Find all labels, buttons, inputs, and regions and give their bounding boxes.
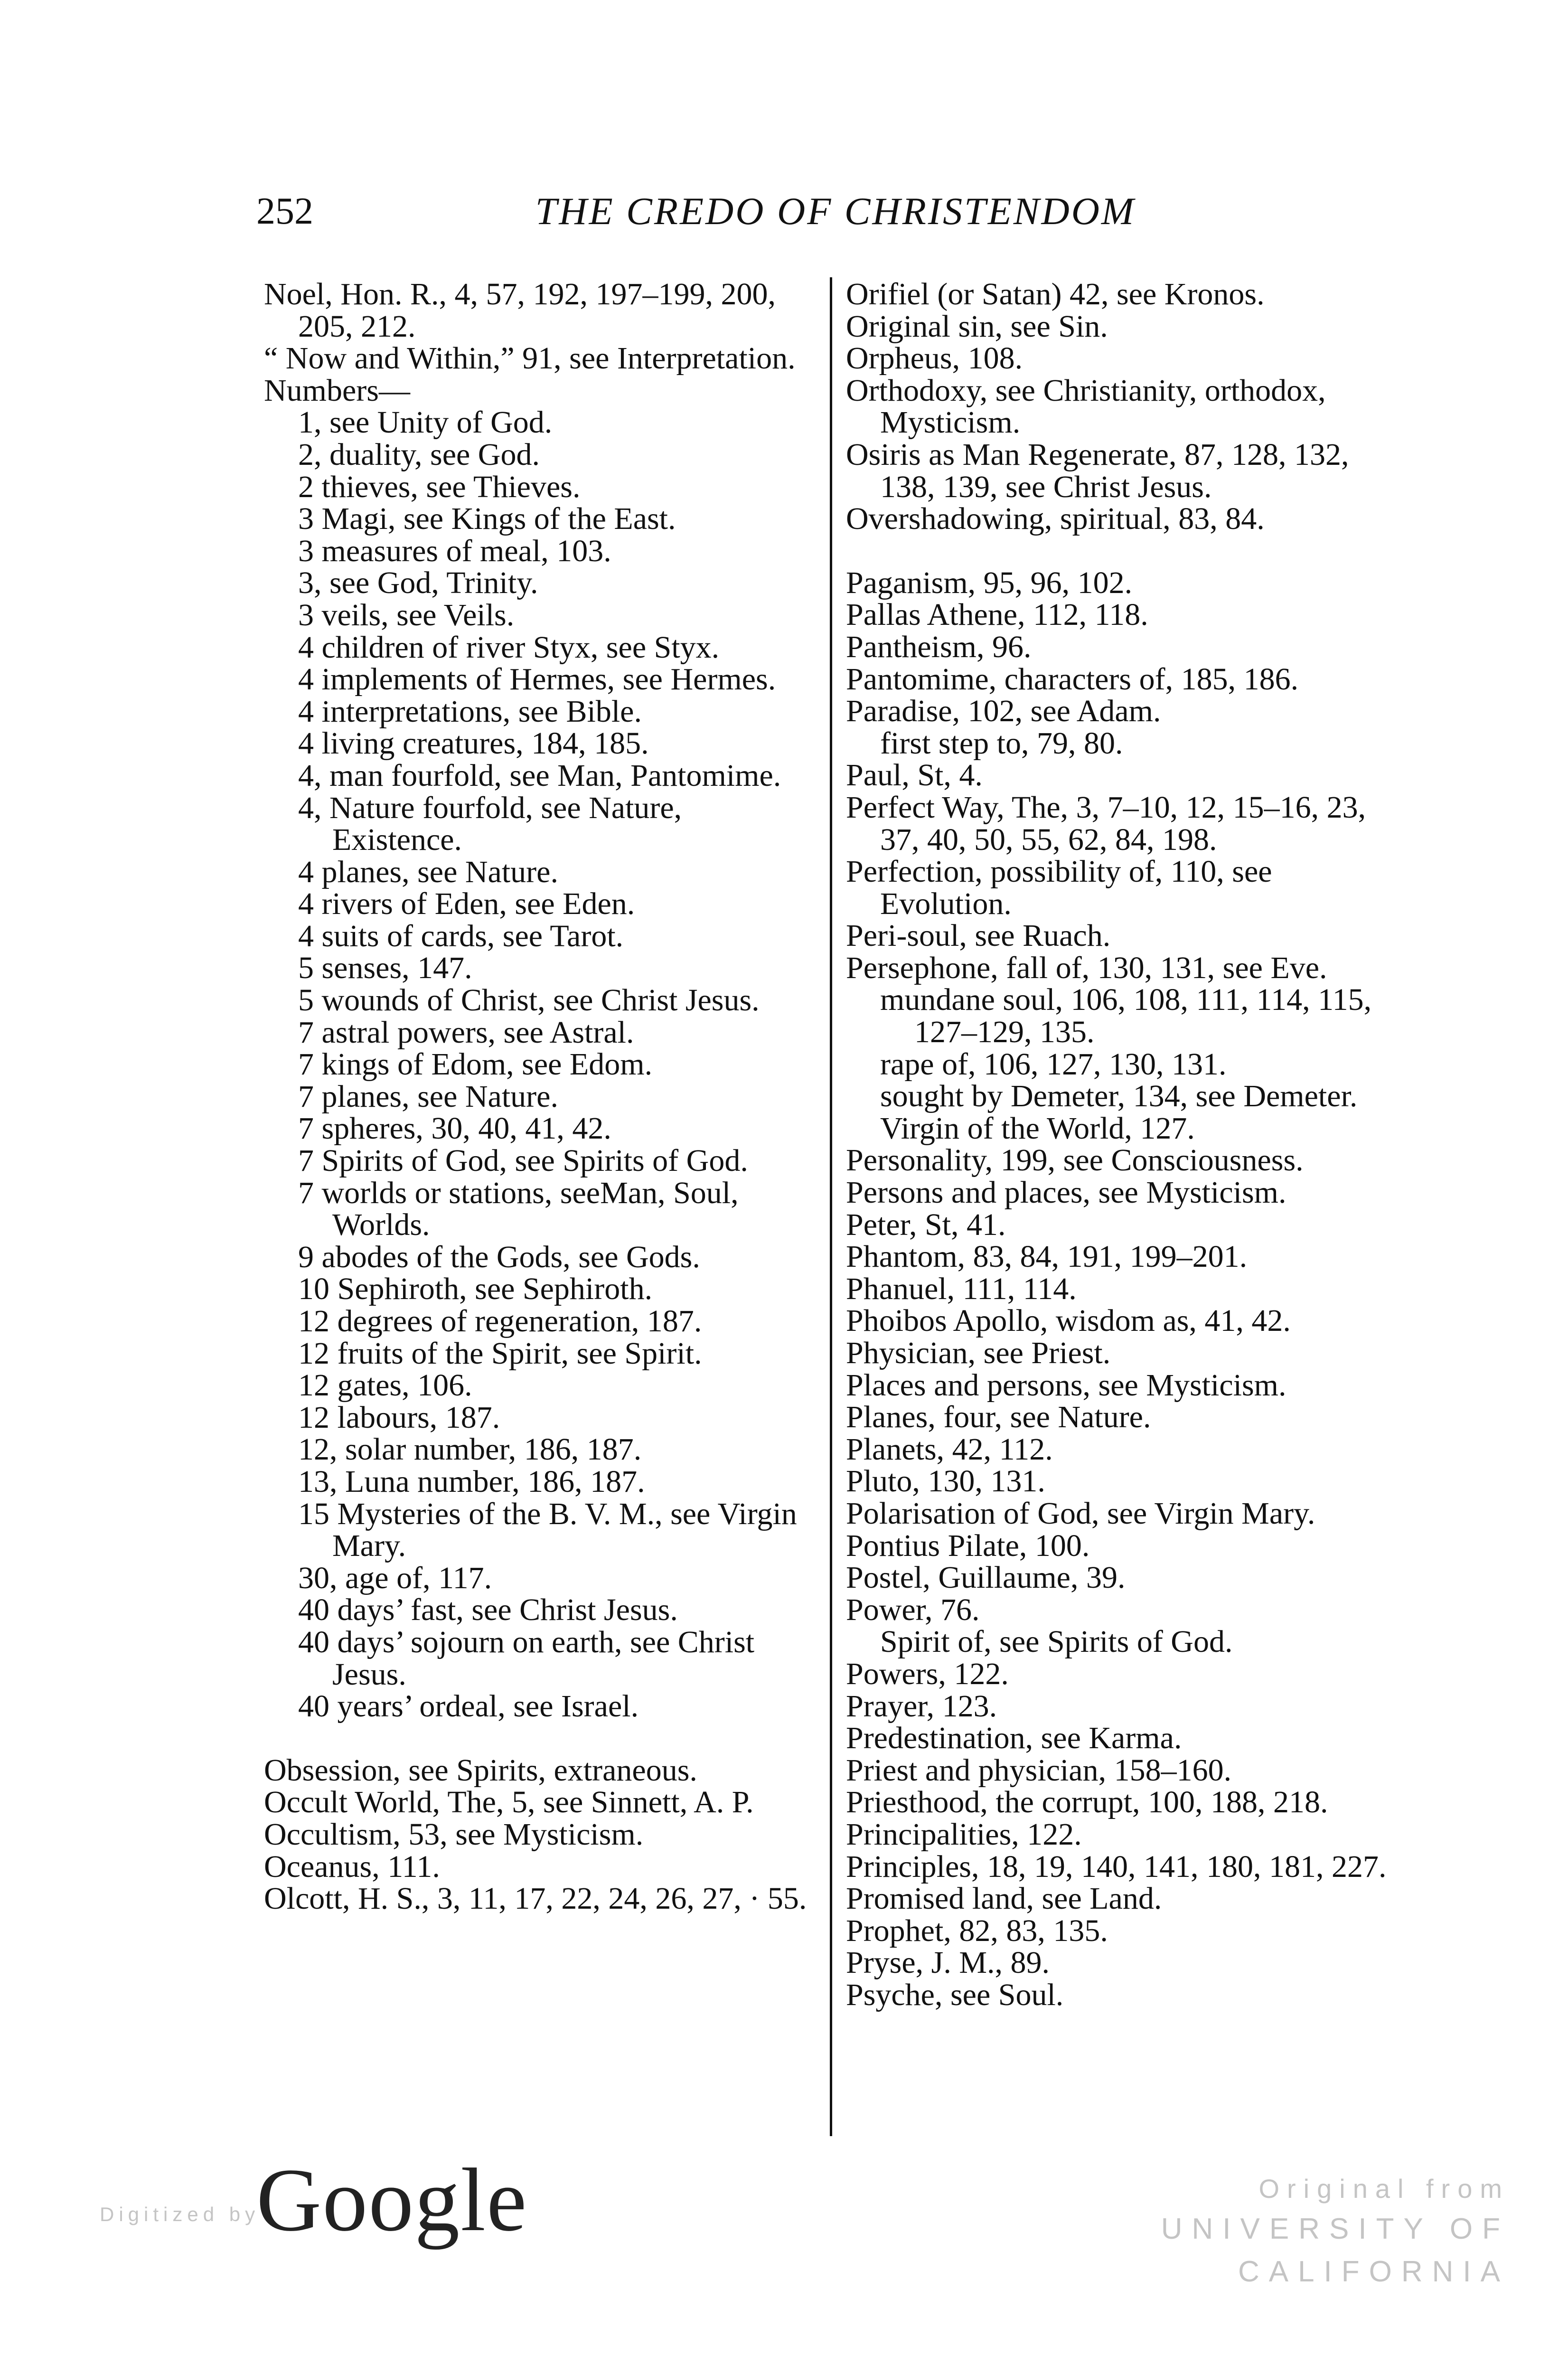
index-entry: Orpheus, 108. [846,341,1023,376]
institution-label: UNIVERSITY OF CALIFORNIA [1161,2213,1510,2288]
index-subentry: first step to, 79, 80. [880,725,1123,761]
index-subentry: 2 thieves, see Thieves. [298,469,581,504]
index-subentry: 7 astral powers, see Astral. [298,1015,634,1050]
digitized-by-watermark: Digitized by [100,2203,260,2225]
index-subentry: 4, man fourfold, see Man, Pantomime. [298,758,781,793]
index-column-right [846,278,1397,2011]
index-subentry: 4 suits of cards, see Tarot. [298,918,624,953]
index-subentry: 4 living creatures, 184, 185. [298,726,649,761]
column-divider [830,277,832,2136]
index-subentry: 4 planes, see Nature. [298,854,558,889]
index-subentry: 12 labours, 187. [298,1400,500,1435]
index-subentry: 7 kings of Edom, see Edom. [298,1047,653,1082]
index-entry: Priest and physician, 158–160. [846,1752,1232,1788]
index-entry: Postel, Guillaume, 39. [846,1560,1126,1595]
index-subentry: 5 wounds of Christ, see Christ Jesus. [298,983,760,1018]
index-entry: Numbers— [264,373,410,408]
index-entry: Pantomime, characters of, 185, 186. [846,661,1299,697]
index-entry: Orifiel (or Satan) 42, see Kronos. [846,277,1265,311]
index-subentry: mundane soul, 106, 108, 111, 114, 115, 127–129, 135. [880,982,1372,1050]
index-entry: Persons and places, see Mysticism. [846,1175,1286,1210]
index-subentry: Spirit of, see Spirits of God. [880,1624,1233,1659]
index-entry: Predestination, see Karma. [846,1721,1182,1756]
index-subentry: 12 gates, 106. [298,1368,472,1403]
index-subentry: 15 Mysteries of the B. V. M., see Virgin Mary. [298,1496,797,1564]
index-subentry: 1, see Unity of God. [298,405,553,440]
index-entry: Priesthood, the corrupt, 100, 188, 218. [846,1785,1328,1820]
index-entry: Osiris as Man Regenerate, 87, 128, 132, 138, 139, see Christ Jesus. [846,437,1349,504]
index-subentry: 12 degrees of regeneration, 187. [298,1304,702,1338]
index-subentry: 7 worlds or stations, seeMan, Soul, Worlds. [298,1175,739,1243]
index-entry: Pantheism, 96. [846,629,1032,664]
index-subentry: 12, solar number, 186, 187. [298,1432,642,1467]
index-subentry: 3 measures of meal, 103. [298,533,611,568]
original-from-label: Original from [1258,2174,1510,2204]
index-entry: Power, 76. [846,1592,980,1627]
index-entry: Prophet, 82, 83, 135. [846,1913,1108,1948]
index-entry: “ Now and Within,” 91, see Interpretation. [264,341,796,376]
index-entry: Planets, 42, 112. [846,1432,1053,1467]
google-logo: Google [256,2150,528,2250]
index-subentry: rape of, 106, 127, 130, 131. [880,1046,1227,1082]
index-entry: Overshadowing, spiritual, 83, 84. [846,501,1265,537]
index-subentry: 40 days’ sojourn on earth, see Christ Jesus. [298,1624,755,1692]
index-subentry: 13, Luna number, 186, 187. [298,1464,645,1499]
index-subentry: 3, see God, Trinity. [298,565,538,601]
index-subentry: 5 senses, 147. [298,951,472,986]
index-subentry: 40 years’ ordeal, see Israel. [298,1689,639,1724]
index-subentry: 4 interpretations, see Bible. [298,694,642,729]
index-subentry: 2, duality, see God. [298,437,540,472]
index-subentry: 10 Sephiroth, see Sephiroth. [298,1272,653,1307]
index-subentry: 4 implements of Hermes, see Hermes. [298,662,776,697]
index-entry: Polarisation of God, see Virgin Mary. [846,1496,1315,1531]
index-entry: Peri-soul, see Ruach. [846,918,1111,953]
index-subentry: 3 veils, see Veils. [298,597,515,632]
index-entry: Persephone, fall of, 130, 131, see Eve. [846,950,1327,985]
index-subentry: 4, Nature fourfold, see Nature, Existence. [298,790,682,857]
index-subentry: Virgin of the World, 127. [880,1111,1195,1146]
index-entry: Pluto, 130, 131. [846,1464,1045,1499]
index-entry: Psyche, see Soul. [846,1977,1064,2012]
index-entry: Noel, Hon. R., 4, 57, 192, 197–199, 200, 205, 212. [264,277,776,344]
index-entry: Perfect Way, The, 3, 7–10, 12, 15–16, 23, 37, 40, 50, 55, 62, 84, 198. [846,790,1366,857]
index-subentry: 7 Spirits of God, see Spirits of God. [298,1143,748,1178]
index-entry: Pryse, J. M., 89. [846,1945,1050,1980]
index-subentry: 9 abodes of the Gods, see Gods. [298,1239,700,1274]
index-entry: Paradise, 102, see Adam. [846,694,1161,729]
index-entry: Prayer, 123. [846,1688,997,1724]
page-header [0,0,1568,266]
index-entry: Paul, St, 4. [846,758,983,793]
index-entry: Phanuel, 111, 114. [846,1271,1077,1306]
index-subentry: 4 children of river Styx, see Styx. [298,630,720,665]
section-gap [264,1723,815,1754]
index-subentry: 7 spheres, 30, 40, 41, 42. [298,1111,611,1146]
index-entry: Phantom, 83, 84, 191, 199–201. [846,1239,1248,1274]
index-subentry: 12 fruits of the Spirit, see Spirit. [298,1336,702,1371]
index-subentry: 40 days’ fast, see Christ Jesus. [298,1592,678,1628]
running-title: THE CREDO OF CHRISTENDOM [535,189,1136,233]
index-entry: Pontius Pilate, 100. [846,1528,1090,1563]
index-subentry: 3 Magi, see Kings of the East. [298,501,676,537]
original-from-watermark [1035,2170,1510,2293]
index-entry: Phoibos Apollo, wisdom as, 41, 42. [846,1303,1291,1338]
index-entry: Perfection, possibility of, 110, see Evolution. [846,854,1272,921]
page-number: 252 [256,190,313,232]
index-subentry: 7 planes, see Nature. [298,1079,558,1114]
index-entry: Personality, 199, see Consciousness. [846,1143,1304,1178]
index-entry: Places and persons, see Mysticism. [846,1367,1286,1403]
index-entry: Occultism, 53, see Mysticism. [264,1817,644,1852]
index-entry: Paganism, 95, 96, 102. [846,565,1133,600]
index-column-left [264,278,815,1915]
index-entry: Peter, St, 41. [846,1207,1006,1242]
index-subentry: 4 rivers of Eden, see Eden. [298,886,635,922]
index-subentry: 30, age of, 117. [298,1560,492,1595]
index-entry: Principalities, 122. [846,1817,1082,1852]
index-entry: Occult World, The, 5, see Sinnett, A. P. [264,1785,754,1820]
index-entry: Physician, see Priest. [846,1336,1111,1370]
index-entry: Powers, 122. [846,1656,1009,1691]
index-entry: Pallas Athene, 112, 118. [846,597,1148,632]
index-subentry: sought by Demeter, 134, see Demeter. [880,1079,1358,1114]
index-entry: Orthodoxy, see Christianity, orthodox, Mysticism. [846,373,1326,440]
index-entry: Obsession, see Spirits, extraneous. [264,1752,697,1788]
index-entry: Oceanus, 111. [264,1849,440,1884]
section-gap [846,535,1397,567]
index-entry: Principles, 18, 19, 140, 141, 180, 181, 227. [846,1849,1387,1884]
index-entry: Promised land, see Land. [846,1881,1162,1916]
index-entry: Planes, four, see Nature. [846,1400,1151,1435]
index-entry: Original sin, see Sin. [846,309,1108,344]
index-entry: Olcott, H. S., 3, 11, 17, 22, 24, 26, 27, · 55. [264,1881,807,1916]
